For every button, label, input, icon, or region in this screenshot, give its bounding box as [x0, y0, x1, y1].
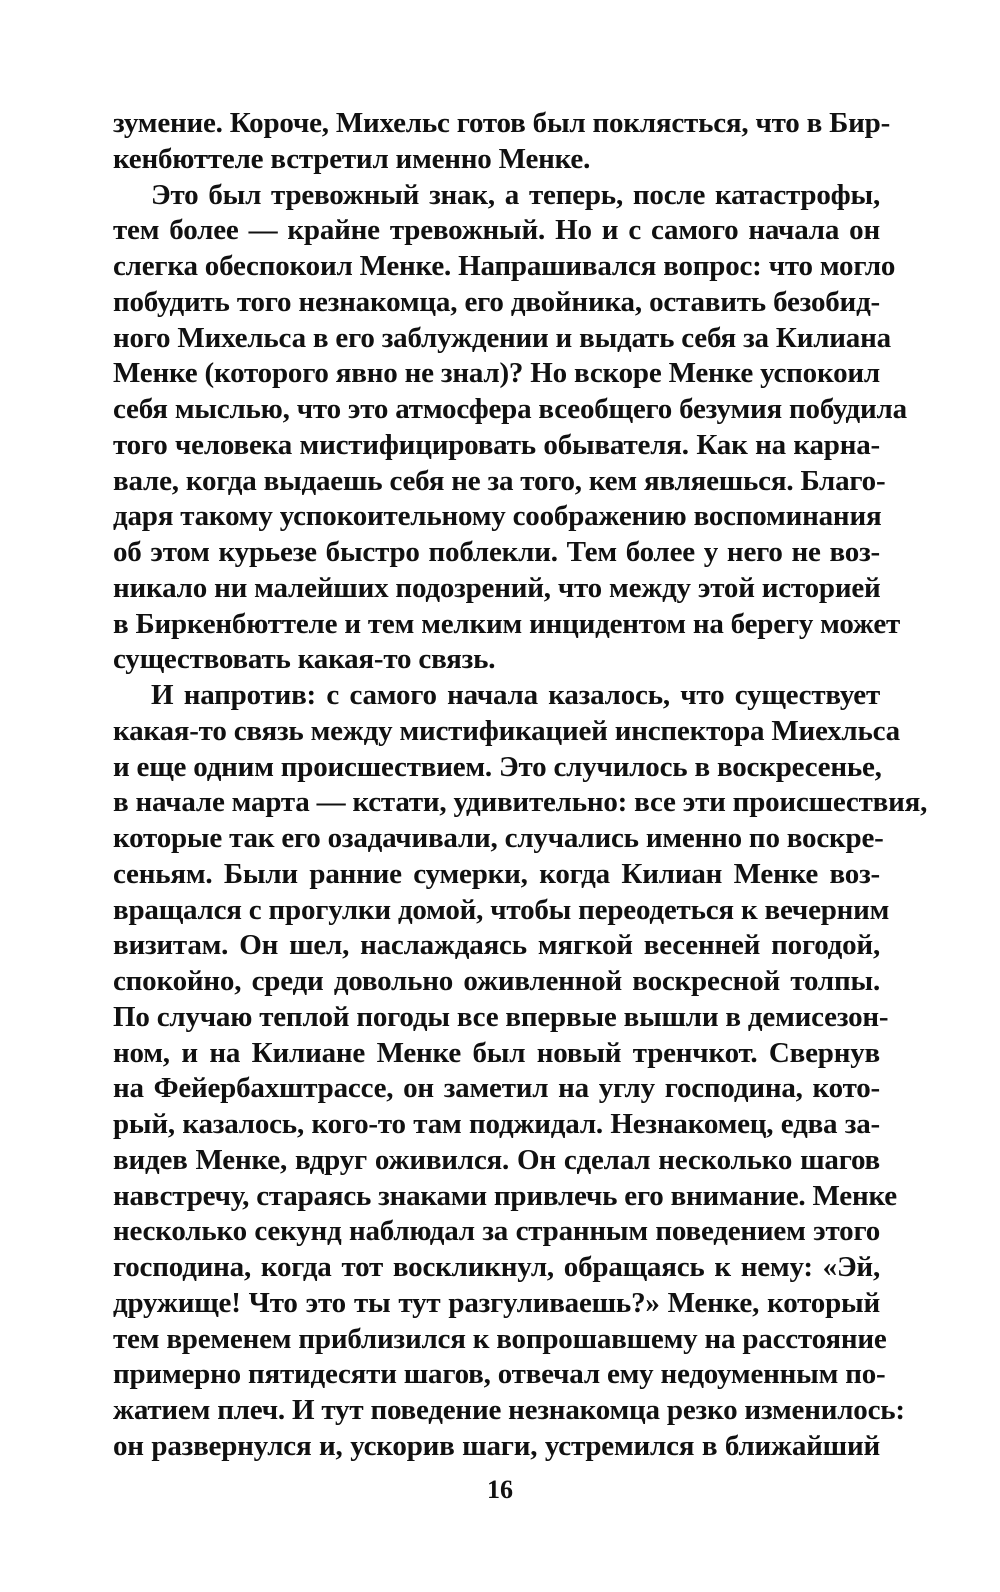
- text-line: тем временем приблизился к вопрошавшему на расстояние: [113, 1322, 887, 1355]
- text-line: даря такому успокоительному соображению воспоминания: [113, 500, 882, 533]
- page-number: 16: [487, 1475, 513, 1504]
- text-line: господина, когда тот воскликнул, обращаясь к нему: «Эй,: [113, 1251, 880, 1283]
- text-line: слегка обеспокоил Менке. Напрашивался вопрос: что могло: [113, 250, 896, 282]
- text-line: тем более — крайне тревожный. Но и с самого начала он: [113, 214, 880, 247]
- text-line: побудить того незнакомца, его двойника, оставить безобид-: [113, 285, 880, 318]
- text-line: несколько секунд наблюдал за странным поведением этого: [113, 1215, 880, 1248]
- text-line: визитам. Он шел, наслаждаясь мягкой весенней погодой,: [113, 929, 880, 962]
- text-line: ного Михельса в его заблуждении и выдать себя за Килиана: [113, 321, 891, 354]
- text-line: И напротив: с самого начала казалось, что существует: [151, 679, 880, 711]
- text-line: какая-то связь между мистификацией инспектора Миехльса: [113, 714, 900, 747]
- text-line: того человека мистифицировать обывателя. Как на карна-: [113, 428, 880, 461]
- text-line: в начале марта — кстати, удивительно: все эти происшествия,: [113, 786, 928, 819]
- text-line: на Фейербахштрассе, он заметил на углу господина, кото-: [113, 1072, 880, 1105]
- text-line: себя мыслью, что это атмосфера всеобщего безумия побудила: [113, 393, 907, 425]
- text-line: он развернулся и, ускорив шаги, устремился в ближайший: [113, 1429, 880, 1462]
- text-line: спокойно, среди довольно оживленной воскресной толпы.: [113, 965, 880, 997]
- text-line: ном, и на Килиане Менке был новый тренчкот. Свернув: [113, 1036, 880, 1069]
- text-line: навстречу, стараясь знаками привлечь его внимание. Менке: [113, 1179, 897, 1212]
- paragraph: [113, 678, 928, 1465]
- text-line: примерно пятидесяти шагов, отвечал ему недоуменным по-: [113, 1358, 886, 1391]
- text-line: никало ни малейших подозрений, что между этой историей: [113, 571, 881, 604]
- text-line: в Биркенбюттеле и тем мелким инцидентом на берегу может: [113, 607, 901, 640]
- text-line: дружище! Что это ты тут разгуливаешь?» Менке, который: [113, 1286, 880, 1319]
- text-line: жатием плеч. И тут поведение незнакомца резко изменилось:: [113, 1394, 905, 1426]
- paragraph: [113, 106, 891, 178]
- text-line: Менке (которого явно не знал)? Но вскоре Менке успокоил: [113, 357, 880, 390]
- text-line: и еще одним происшествием. Это случилось в воскресенье,: [113, 750, 882, 783]
- text-line: которые так его озадачивали, случались именно по воскре-: [113, 822, 884, 854]
- text-line: кенбюттеле встретил именно Менке.: [113, 142, 591, 175]
- text-line: существовать какая-то связь.: [113, 643, 496, 676]
- text-line: рый, казалось, кого-то там поджидал. Незнакомец, едва за-: [113, 1108, 880, 1140]
- text-line: сеньям. Были ранние сумерки, когда Килиан Менке воз-: [113, 857, 880, 890]
- paragraph: [113, 178, 907, 679]
- text-line: об этом курьезе быстро поблекли. Тем более у него не воз-: [113, 536, 880, 568]
- text-line: По случаю теплой погоды все впервые вышли в демисезон-: [113, 1000, 889, 1033]
- text-line: Это был тревожный знак, а теперь, после катастрофы,: [151, 178, 880, 211]
- text-line: вращался с прогулки домой, чтобы переодеться к вечерним: [113, 893, 890, 926]
- text-line: зумение. Короче, Михельс готов был поклясться, что в Бир-: [113, 107, 891, 139]
- text-line: вале, когда выдаешь себя не за того, кем являешься. Благо-: [113, 464, 886, 497]
- text-line: видев Менке, вдруг оживился. Он сделал несколько шагов: [113, 1143, 880, 1176]
- page-body: [113, 106, 928, 1465]
